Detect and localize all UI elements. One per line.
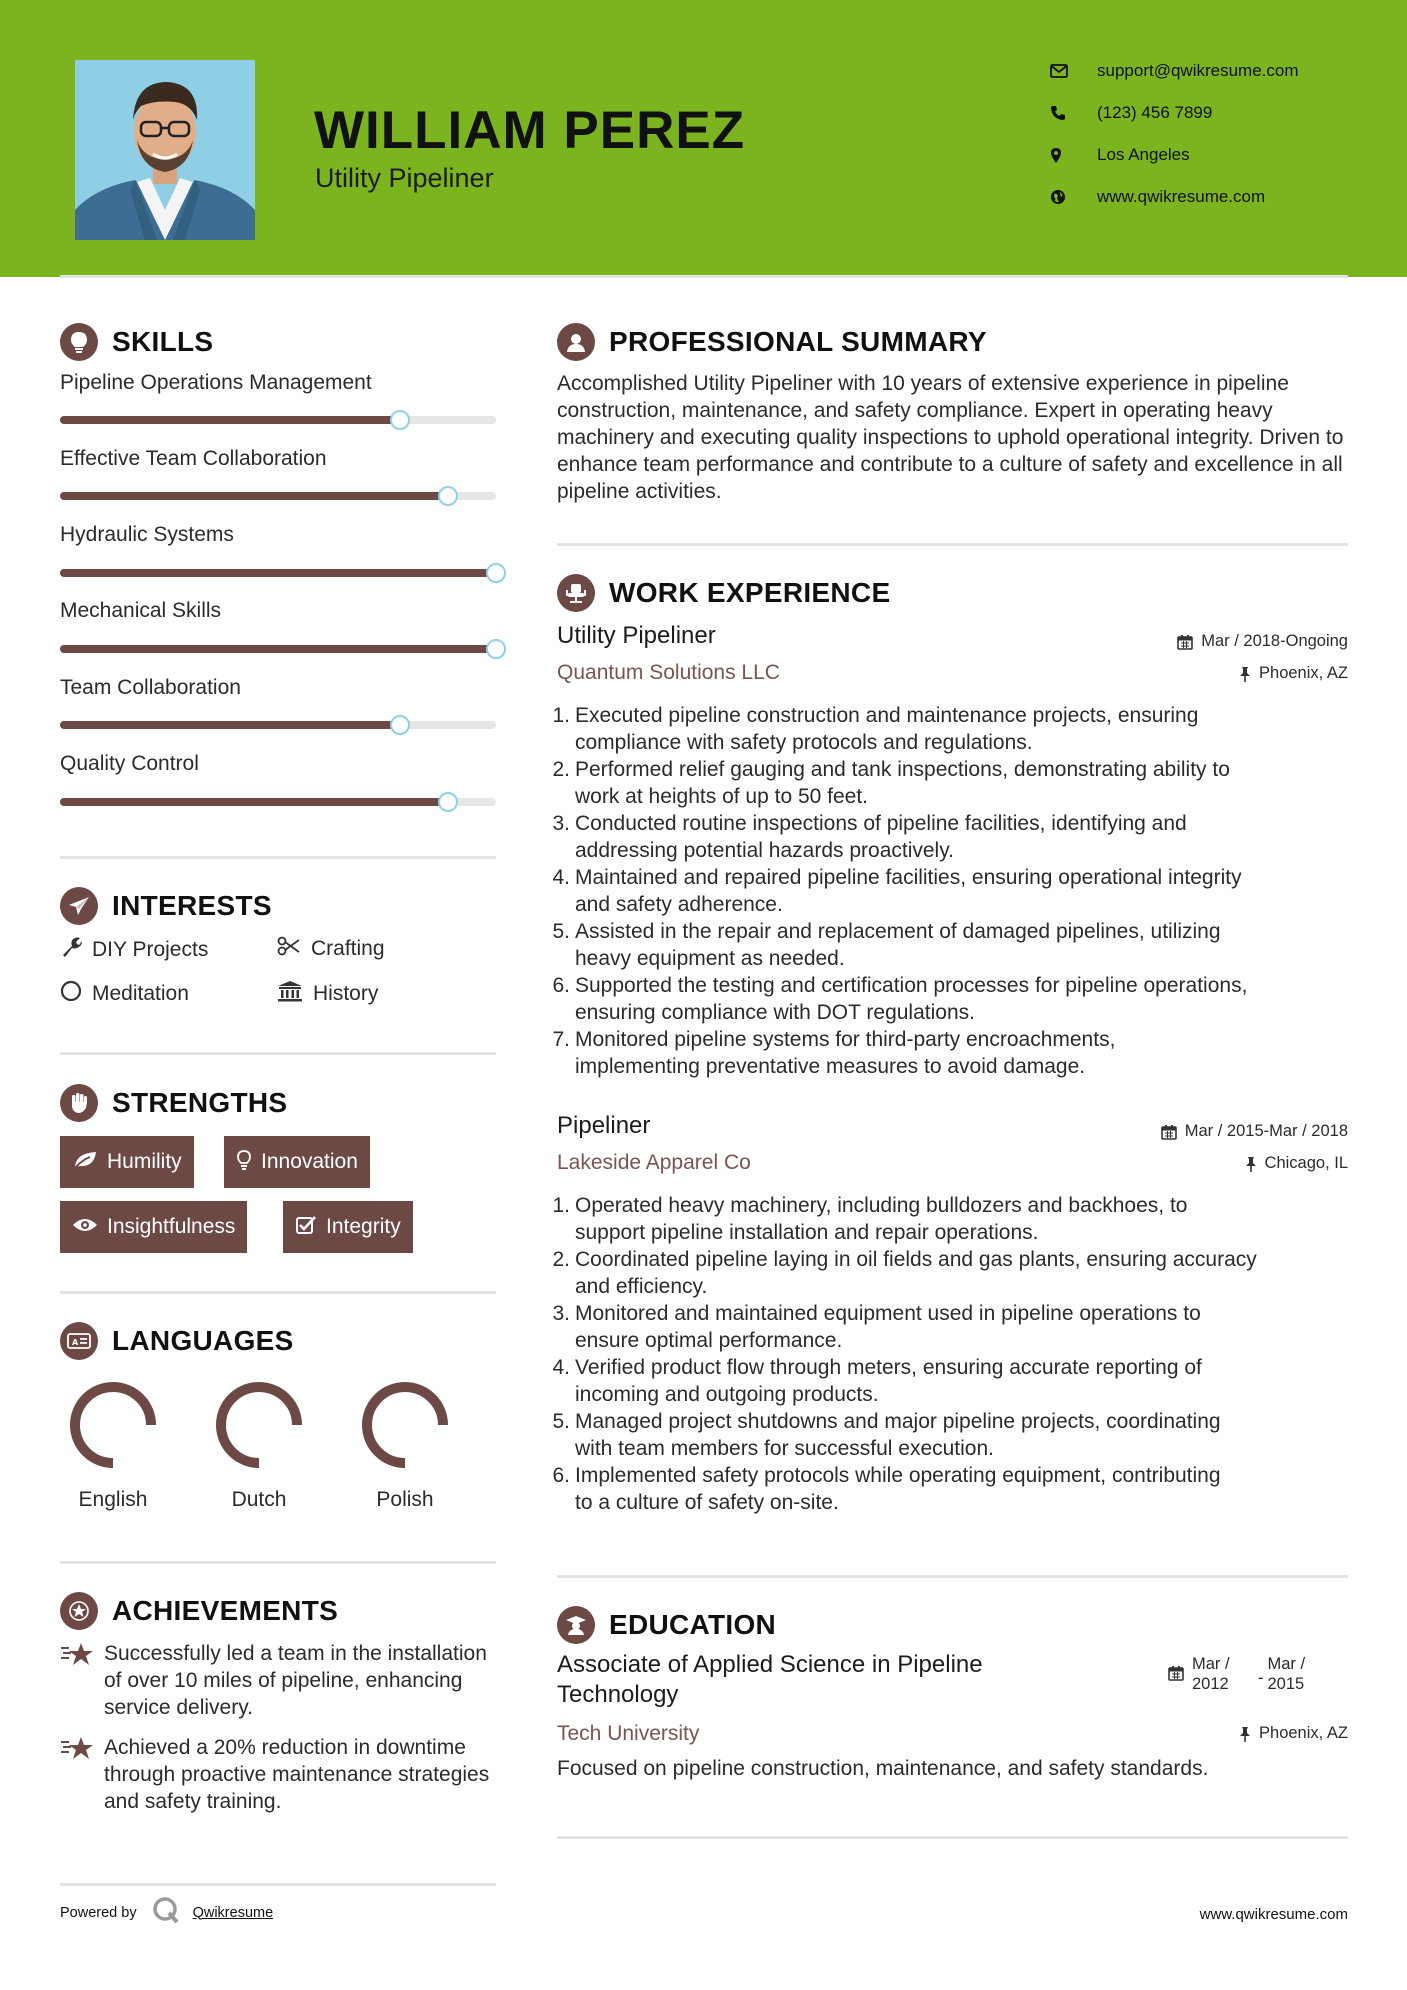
summary-heading: [557, 323, 987, 361]
language-label: Polish: [376, 1488, 434, 1511]
company-name: Lakeside Apparel Co: [557, 1151, 751, 1174]
skill-level-knob: [486, 563, 506, 583]
skill-level-knob: [390, 410, 410, 430]
achievement-text: Achieved a 20% reduction in downtime through proactive maintenance strategies and safety training.: [104, 1736, 490, 1813]
job-location-text: Chicago, IL: [1264, 1154, 1348, 1172]
responsibility-number: 1.: [552, 1194, 570, 1217]
section-divider: [557, 1836, 1348, 1839]
education-heading: [557, 1606, 776, 1644]
circle-icon: [60, 980, 82, 1007]
responsibility-number: 5.: [552, 920, 570, 943]
calendar-icon: [1168, 1665, 1184, 1686]
responsibility-line: support pipeline installation and repair operations.: [575, 1221, 1039, 1244]
strength-badge: [60, 1136, 194, 1188]
education-end-month: Mar /: [1267, 1655, 1306, 1673]
responsibility-line: Conducted routine inspections of pipeline facilities, identifying and: [575, 812, 1187, 835]
responsibility-text: [575, 1462, 1221, 1516]
header-banner: [0, 0, 1407, 277]
school-name: Tech University: [557, 1722, 700, 1745]
education-start-year: 2012: [1192, 1675, 1229, 1693]
responsibility-number: 2.: [552, 1248, 570, 1271]
responsibility-item: [548, 1026, 1348, 1080]
skill-bar-fill: [60, 721, 400, 729]
summary-title: PROFESSIONAL SUMMARY: [609, 326, 987, 357]
education-start: [1192, 1654, 1258, 1694]
skill-bar: [60, 416, 496, 424]
education-location: [1239, 1724, 1348, 1743]
responsibility-number: 7.: [552, 1028, 570, 1051]
skill-bar-fill: [60, 569, 496, 577]
responsibility-line: with team members for successful execution.: [575, 1437, 994, 1460]
section-divider: [60, 856, 496, 859]
responsibility-text: [575, 972, 1247, 1026]
svg-text:A: A: [72, 1338, 79, 1347]
skill-bar-fill: [60, 798, 448, 806]
responsibility-number: 3.: [552, 812, 570, 835]
responsibility-item: [548, 756, 1348, 810]
trophy-star-icon: [60, 1640, 104, 1721]
skills-heading: [60, 323, 213, 361]
job-dates: [1177, 632, 1348, 651]
office-chair-icon: [557, 574, 595, 612]
responsibility-number: 1.: [552, 704, 570, 727]
responsibility-number: 6.: [552, 974, 570, 997]
job-responsibilities: [548, 1192, 1348, 1516]
calendar-icon: [1177, 634, 1193, 650]
lightbulb-icon: [60, 323, 98, 361]
education-end: [1268, 1654, 1306, 1694]
responsibility-item: [548, 1462, 1348, 1516]
interest-label: History: [313, 981, 379, 1005]
skill-bar-fill: [60, 416, 400, 424]
education-description: Focused on pipeline construction, maintenance, and safety standards.: [557, 1757, 1209, 1780]
responsibility-text: [575, 702, 1198, 756]
powered-by: [60, 1895, 273, 1930]
header-divider: [60, 275, 1348, 278]
responsibility-line: Implemented safety protocols while operating equipment, contributing: [575, 1464, 1221, 1487]
interest-item: [277, 936, 385, 961]
responsibility-line: Coordinated pipeline laying in oil fields and gas plants, ensuring accuracy: [575, 1248, 1257, 1271]
education-title: EDUCATION: [609, 1609, 777, 1640]
language-proficiency-ring: [355, 1375, 455, 1475]
achievement-text: Successfully led a team in the installation of over 10 miles of pipeline, enhancing service delivery.: [104, 1642, 487, 1719]
responsibility-item: [548, 1354, 1348, 1408]
raised-fist-icon: [60, 1084, 98, 1122]
skills-title: SKILLS: [112, 326, 214, 357]
achievements-heading: [60, 1592, 338, 1630]
language-label: English: [78, 1488, 148, 1511]
skill-name: Team Collaboration: [60, 676, 241, 699]
language-item: [58, 1375, 168, 1512]
section-divider: [60, 1561, 496, 1564]
strength-badge: [283, 1201, 413, 1253]
skill-level-knob: [438, 486, 458, 506]
job-location: [1239, 664, 1348, 683]
job-title: Utility Pipeliner: [557, 622, 716, 649]
strength-label: Insightfulness: [107, 1215, 236, 1238]
calendar-icon: [1161, 1124, 1177, 1140]
job-dates: [1161, 1122, 1348, 1141]
responsibility-line: to a culture of safety on-site.: [575, 1491, 839, 1514]
responsibility-text: [575, 810, 1187, 864]
leaf-icon: [72, 1150, 98, 1175]
job-dates-text: Mar / 2018-Ongoing: [1201, 632, 1348, 650]
strength-badge: [60, 1201, 247, 1253]
candidate-title: Utility Pipeliner: [315, 163, 494, 193]
education-end-year: 2015: [1267, 1675, 1305, 1693]
skill-bar: [60, 798, 496, 806]
strength-label: Innovation: [261, 1150, 358, 1173]
responsibility-line: Monitored and maintained equipment used in pipeline operations to: [575, 1302, 1201, 1325]
candidate-name: WILLIAM PEREZ: [314, 101, 746, 160]
skill-name: Quality Control: [60, 752, 199, 775]
contact-website-text: www.qwikresume.com: [1097, 187, 1266, 206]
responsibility-line: heavy equipment as needed.: [575, 947, 845, 970]
education-start-month: Mar /: [1192, 1655, 1230, 1673]
languages-heading: [60, 1322, 294, 1360]
responsibility-item: [548, 1192, 1348, 1246]
contact-location: [1050, 140, 1190, 170]
contact-location-text: Los Angeles: [1097, 145, 1190, 164]
experience-title: WORK EXPERIENCE: [609, 577, 891, 608]
strength-badge: [224, 1136, 370, 1188]
responsibility-number: 6.: [552, 1464, 570, 1487]
job-location: [1245, 1154, 1348, 1173]
section-divider: [557, 1575, 1348, 1578]
interest-label: Meditation: [92, 981, 189, 1005]
section-divider: [557, 543, 1348, 546]
responsibility-line: Monitored pipeline systems for third-party encroachments,: [575, 1028, 1116, 1051]
interest-label: Crafting: [311, 936, 385, 960]
responsibility-number: 4.: [552, 866, 570, 889]
language-level-arc: [221, 1387, 297, 1463]
responsibility-text: [575, 1408, 1221, 1462]
skill-name: Hydraulic Systems: [60, 523, 234, 546]
degree-name: Associate of Applied Science in Pipeline Technology: [557, 1651, 983, 1708]
language-card-icon: [60, 1322, 98, 1360]
language-level-arc: [75, 1387, 151, 1463]
responsibility-item: [548, 864, 1348, 918]
job-location-text: Phoenix, AZ: [1259, 664, 1348, 682]
section-divider: [60, 1883, 496, 1886]
languages-title: LANGUAGES: [112, 1325, 294, 1356]
contact-phone[interactable]: [1050, 98, 1212, 128]
responsibility-item: [548, 1246, 1348, 1300]
language-proficiency-ring: [63, 1375, 163, 1475]
responsibility-number: 5.: [552, 1410, 570, 1433]
responsibility-text: [575, 1026, 1115, 1080]
responsibility-text: [575, 1354, 1202, 1408]
responsibility-item: [548, 972, 1348, 1026]
responsibility-number: 3.: [552, 1302, 570, 1325]
trophy-star-icon: [60, 1734, 104, 1815]
responsibility-text: [575, 1192, 1187, 1246]
wrench-icon: [60, 936, 82, 963]
skill-level-knob: [438, 792, 458, 812]
skill-name: Pipeline Operations Management: [60, 371, 372, 394]
responsibility-line: Supported the testing and certification processes for pipeline operations,: [575, 974, 1248, 997]
skill-level-knob: [486, 639, 506, 659]
mail-icon: [1050, 64, 1080, 78]
experience-heading: [557, 574, 890, 612]
lightbulb-icon: [236, 1149, 252, 1176]
achievements-title: ACHIEVEMENTS: [112, 1595, 339, 1626]
location-pin-icon: [1050, 147, 1080, 164]
skill-name: Mechanical Skills: [60, 599, 222, 622]
responsibility-item: [548, 810, 1348, 864]
responsibility-item: [548, 702, 1348, 756]
education-dates: [1168, 1654, 1305, 1694]
contact-email[interactable]: [1050, 56, 1299, 86]
skill-bar: [60, 569, 496, 577]
skill-bar-fill: [60, 645, 496, 653]
responsibility-text: [575, 918, 1221, 972]
responsibility-item: [548, 1300, 1348, 1354]
strength-label: Integrity: [326, 1215, 401, 1238]
language-level-arc: [367, 1387, 443, 1463]
responsibility-line: ensure optimal performance.: [575, 1329, 843, 1352]
powered-by-label: Powered by: [60, 1904, 137, 1921]
paper-plane-icon: [60, 887, 98, 925]
responsibility-line: and safety adherence.: [575, 893, 783, 916]
achievement-item: [60, 1640, 500, 1721]
responsibility-line: Operated heavy machinery, including bulldozers and backhoes, to: [575, 1194, 1188, 1217]
strengths-heading: [60, 1084, 287, 1122]
interest-item: [277, 980, 378, 1007]
strength-label: Humility: [107, 1150, 182, 1173]
achievement-item: [60, 1734, 500, 1815]
responsibility-line: work at heights of up to 50 feet.: [575, 785, 869, 808]
language-item: [350, 1375, 460, 1512]
responsibility-line: addressing potential hazards proactively.: [575, 839, 954, 862]
responsibility-line: incoming and outgoing products.: [575, 1383, 879, 1406]
phone-icon: [1050, 105, 1080, 121]
skill-bar: [60, 492, 496, 500]
contact-website[interactable]: [1050, 182, 1265, 212]
responsibility-text: [575, 1300, 1201, 1354]
checkbox-icon: [295, 1215, 317, 1240]
interests-title: INTERESTS: [112, 890, 272, 921]
star-badge-icon: [60, 1592, 98, 1630]
language-item: [204, 1375, 314, 1512]
contact-phone-text: (123) 456 7899: [1097, 103, 1213, 122]
responsibility-number: 2.: [552, 758, 570, 781]
responsibility-text: [575, 1246, 1257, 1300]
responsibility-item: [548, 918, 1348, 972]
user-icon: [557, 323, 595, 361]
pushpin-icon: [1239, 666, 1251, 682]
date-separator: -: [1258, 1669, 1264, 1687]
education-location-text: Phoenix, AZ: [1259, 1724, 1348, 1742]
qwikresume-logo-icon: [151, 1895, 181, 1930]
qwikresume-link[interactable]: Qwikresume: [192, 1904, 274, 1921]
footer-url[interactable]: www.qwikresume.com: [1199, 1906, 1348, 1923]
interest-item: [60, 980, 189, 1007]
responsibility-item: [548, 1408, 1348, 1462]
skill-bar: [60, 645, 496, 653]
globe-icon: [1050, 189, 1080, 205]
contact-email-text: support@qwikresume.com: [1097, 61, 1299, 80]
strengths-title: STRENGTHS: [112, 1087, 288, 1118]
responsibility-line: Managed project shutdowns and major pipeline projects, coordinating: [575, 1410, 1221, 1433]
graduate-icon: [557, 1606, 595, 1644]
skill-level-knob: [390, 715, 410, 735]
responsibility-text: [575, 864, 1242, 918]
skill-name: Effective Team Collaboration: [60, 447, 327, 470]
skill-bar: [60, 721, 496, 729]
responsibility-line: Verified product flow through meters, ensuring accurate reporting of: [575, 1356, 1202, 1379]
skill-bar-fill: [60, 492, 448, 500]
responsibility-line: Performed relief gauging and tank inspections, demonstrating ability to: [575, 758, 1230, 781]
profile-photo: [75, 60, 255, 240]
pushpin-icon: [1245, 1156, 1257, 1172]
responsibility-line: implementing preventative measures to avoid damage.: [575, 1055, 1086, 1078]
responsibility-text: [575, 756, 1230, 810]
responsibility-line: and efficiency.: [575, 1275, 708, 1298]
job-responsibilities: [548, 702, 1348, 1080]
job-dates-text: Mar / 2015-Mar / 2018: [1184, 1122, 1348, 1140]
language-label: Dutch: [231, 1488, 287, 1511]
language-proficiency-ring: [209, 1375, 309, 1475]
responsibility-line: Maintained and repaired pipeline facilities, ensuring operational integrity: [575, 866, 1242, 889]
museum-icon: [277, 980, 303, 1007]
responsibility-line: compliance with safety protocols and regulations.: [575, 731, 1033, 754]
company-name: Quantum Solutions LLC: [557, 661, 780, 684]
responsibility-line: Assisted in the repair and replacement of damaged pipelines, utilizing: [575, 920, 1221, 943]
responsibility-line: ensuring compliance with DOT regulations.: [575, 1001, 975, 1024]
responsibility-line: Executed pipeline construction and maintenance projects, ensuring: [575, 704, 1199, 727]
section-divider: [60, 1052, 496, 1055]
scissors-icon: [277, 936, 301, 961]
section-divider: [60, 1291, 496, 1294]
interest-item: [60, 936, 208, 963]
summary-text: Accomplished Utility Pipeliner with 10 years of extensive experience in pipeline construction, maintenance, and safety compliance. Expert in operating heavy machinery and executing quality inspections to uphold operational integrity. Driven to enhance team performance and contribute to a culture of safety and excellence in all pipeline activities.: [557, 372, 1344, 503]
interests-heading: [60, 887, 272, 925]
pushpin-icon: [1239, 1726, 1251, 1742]
interest-label: DIY Projects: [92, 937, 209, 961]
job-title: Pipeliner: [557, 1112, 651, 1139]
responsibility-number: 4.: [552, 1356, 570, 1379]
eye-icon: [72, 1217, 98, 1238]
